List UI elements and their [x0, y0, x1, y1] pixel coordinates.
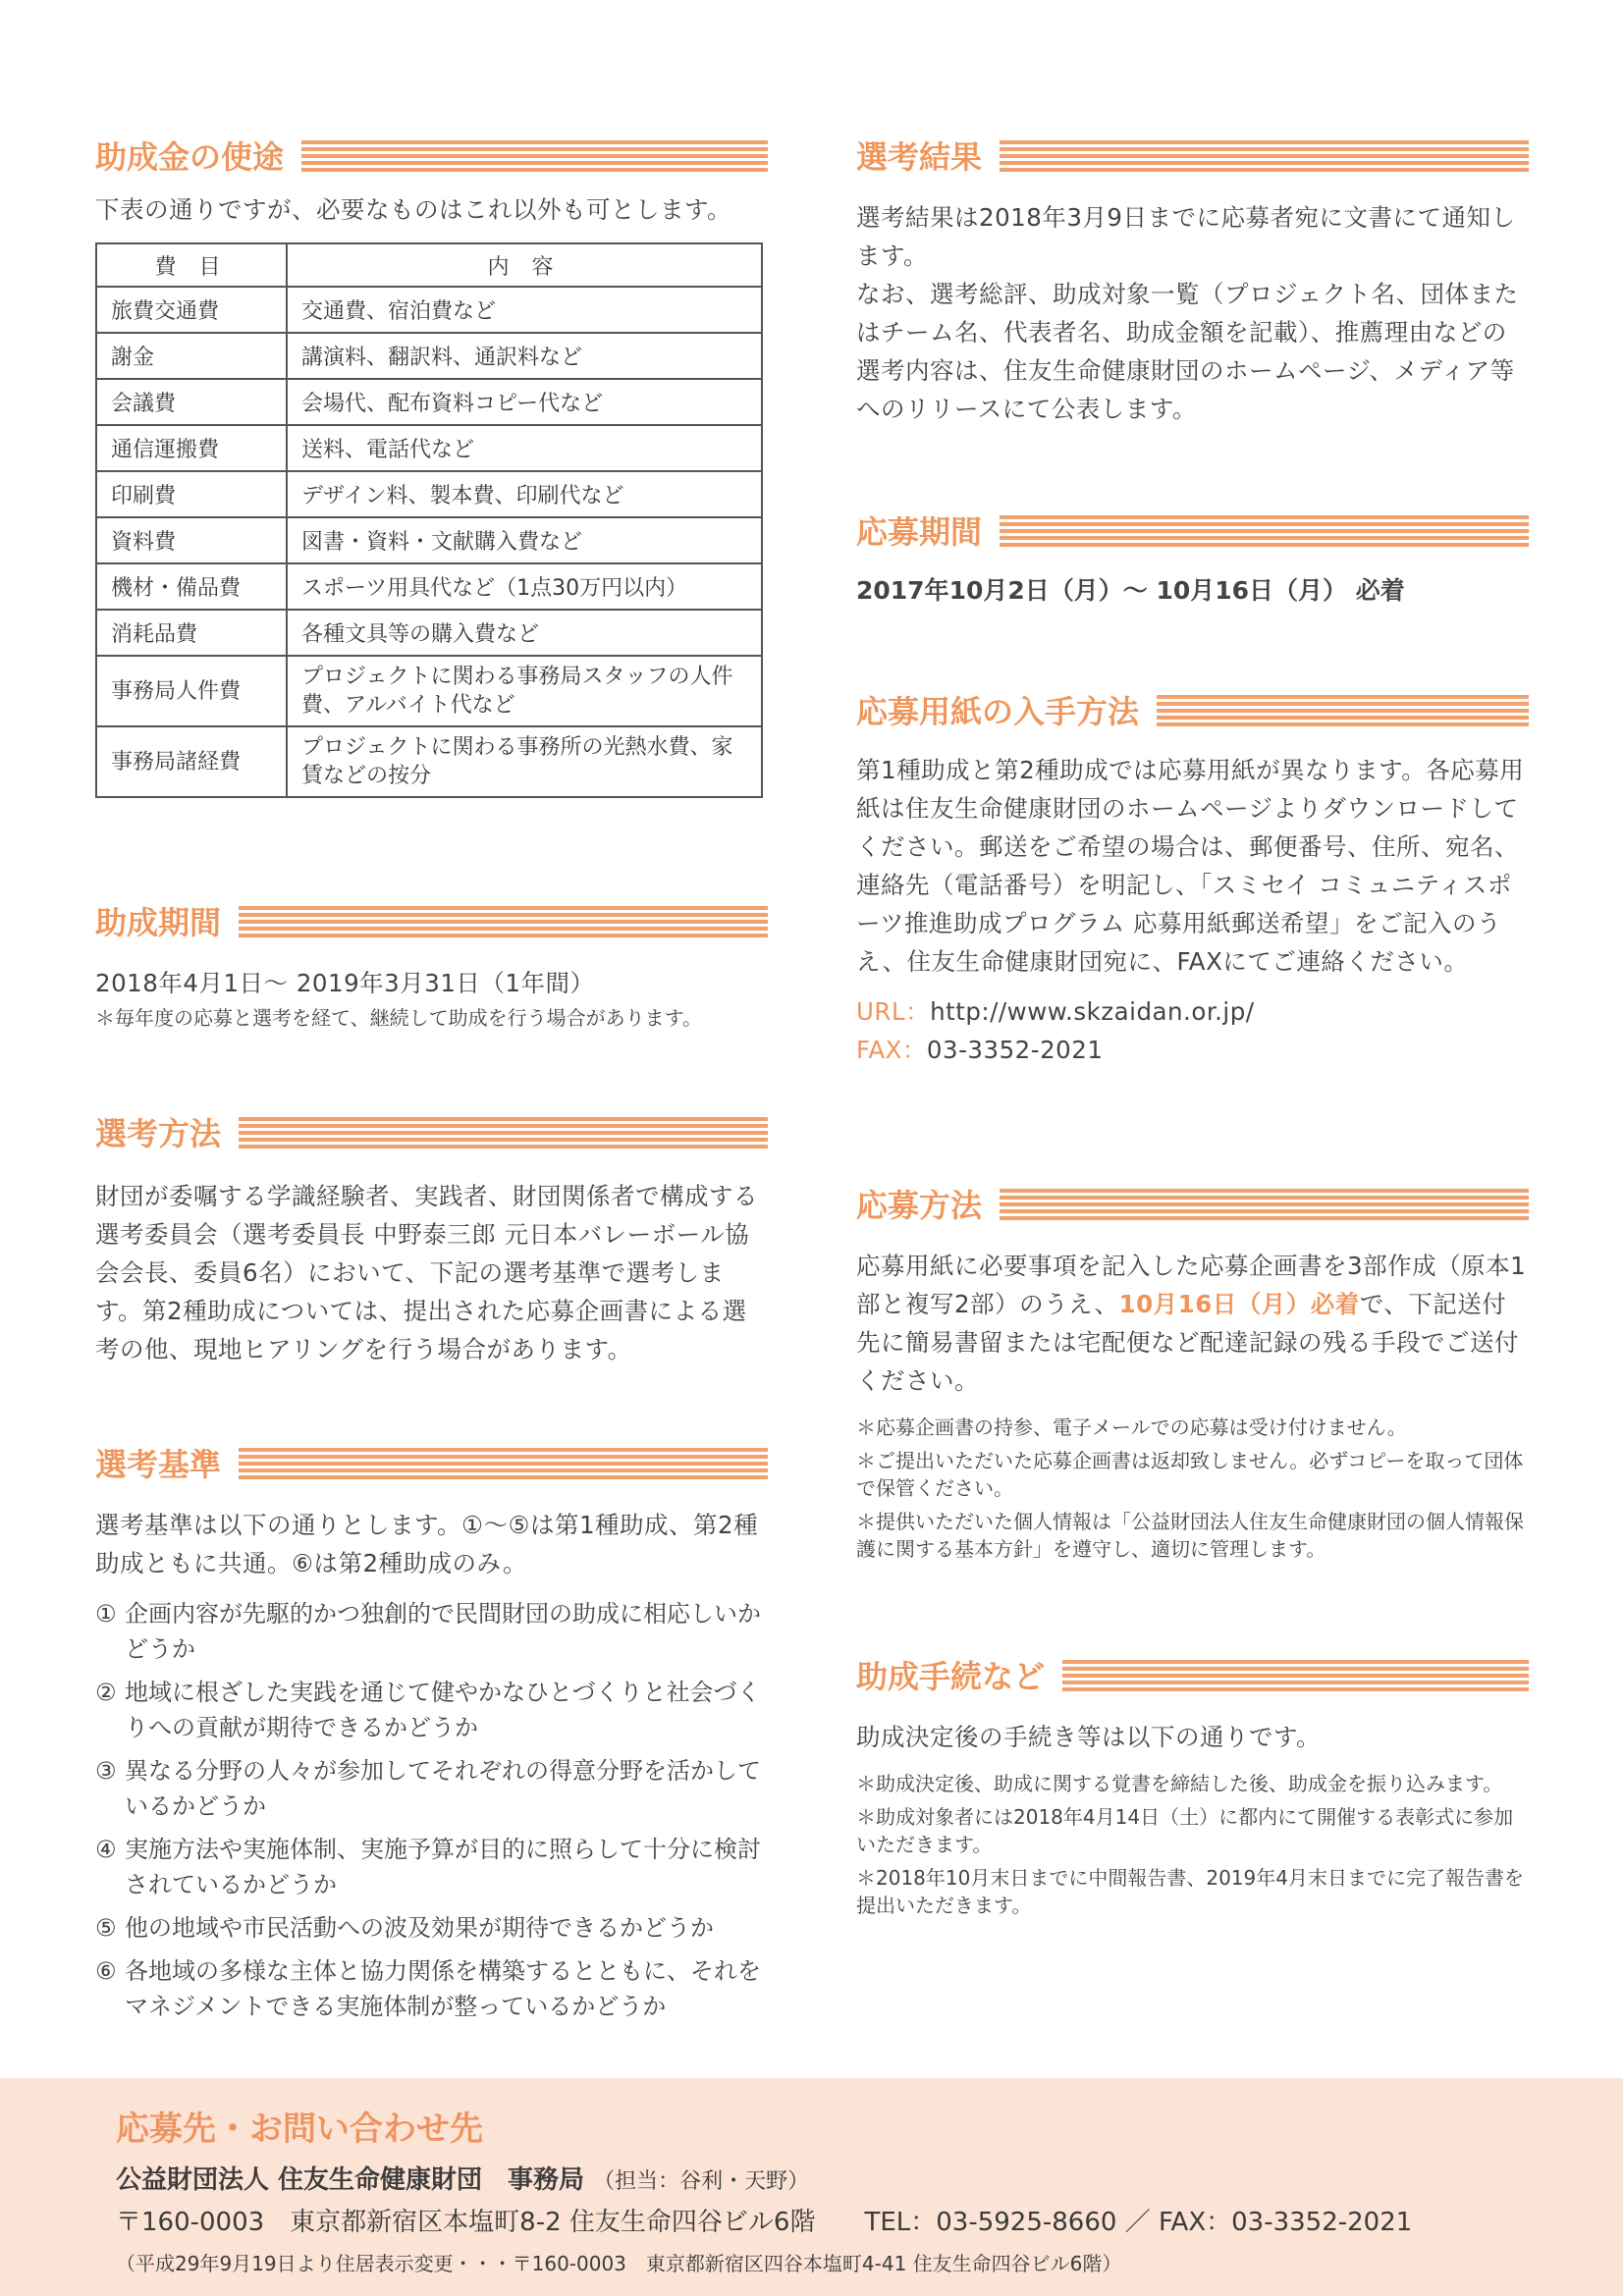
- table-row: [96, 726, 762, 797]
- expense-content: 交通費、宿泊費など: [287, 287, 762, 333]
- how-to-apply-heading: 応募方法: [856, 1186, 1529, 1225]
- note-item: ＊助成決定後、助成に関する覚書を締結した後、助成金を振り込みます。: [856, 1772, 1503, 1795]
- selection-criteria-intro: 選考基準は以下の通りとします。①〜⑤は第1種助成、第2種助成ともに共通。⑥は第2種助成のみ。: [95, 1511, 759, 1577]
- expense-content: 送料、電話代など: [287, 425, 762, 471]
- footer-address: 〒160-0003 東京都新宿区本塩町8-2 住友生命四谷ビル6階: [116, 2208, 816, 2237]
- expense-content: デザイン料、製本費、印刷代など: [287, 471, 762, 517]
- table-row: [96, 425, 762, 471]
- expense-item: 機材・備品費: [96, 563, 287, 610]
- heading-rule: [239, 906, 768, 939]
- footer-title: 応募先・お問い合わせ先: [116, 2109, 483, 2149]
- criteria-item: [95, 1953, 768, 2024]
- grant-period-text: 2018年4月1日〜 2019年3月31日（1年間）: [95, 969, 595, 997]
- expense-content: スポーツ用具代など（1点30万円以内）: [287, 563, 762, 610]
- selection-criteria-section: [95, 1445, 768, 2032]
- forms-fax-line: [856, 1031, 1529, 1069]
- uses-intro: 下表の通りですが、必要なものはこれ以外も可とします。: [95, 195, 732, 224]
- criteria-item: [95, 1596, 768, 1667]
- criteria-text: 企画内容が先駆的かつ独創的で民間財団の助成に相応しいかどうか: [125, 1600, 761, 1663]
- expense-content: 会場代、配布資料コピー代など: [287, 379, 762, 425]
- forms-heading: 応募用紙の入手方法: [856, 692, 1529, 731]
- heading-rule: [1062, 1660, 1529, 1693]
- note-item: ＊提供いただいた個人情報は「公益財団法人住友生命健康財団の個人情報保護に関する基本方針」を遵守し、適切に管理します。: [856, 1510, 1524, 1561]
- table-row: [96, 379, 762, 425]
- criteria-list: [95, 1596, 768, 2024]
- note-item: ＊応募企画書の持参、電子メールでの応募は受け付けません。: [856, 1415, 1407, 1439]
- criteria-item: [95, 1675, 768, 1745]
- expense-item: 印刷費: [96, 471, 287, 517]
- note-item: ＊助成対象者には2018年4月14日（土）に都内にて開催する表彰式に参加いただきます。: [856, 1805, 1514, 1856]
- note-item: ＊ご提出いただいた応募企画書は返却致しません。必ずコピーを取って団体で保管ください。: [856, 1449, 1524, 1500]
- criteria-number: ②: [95, 1679, 117, 1706]
- criteria-item: [95, 1832, 768, 1902]
- table-row: [96, 656, 762, 726]
- expense-item: 資料費: [96, 517, 287, 563]
- grant-period-heading: 助成期間: [95, 903, 768, 942]
- forms-text: 第1種助成と第2種助成では応募用紙が異なります。各応募用紙は住友生命健康財団のホームページよりダウンロードしてください。郵送をご希望の場合は、郵便番号、住所、宛名、連絡先（電話番号）を明記し、「スミセイ コミュニティスポーツ推進助成プログラム 応募用紙郵送希望」をご記入のうえ、住友生命健康財団宛に、FAXにてご連絡ください。: [856, 756, 1525, 976]
- expense-item: 会議費: [96, 379, 287, 425]
- heading-rule: [1000, 1189, 1529, 1222]
- fax-number: 03-3352-2021: [926, 1036, 1104, 1064]
- criteria-number: ④: [95, 1836, 117, 1863]
- footer-org: 公益財団法人 住友生命健康財団 事務局 （担当：谷利・天野）: [116, 2165, 810, 2195]
- criteria-number: ⑤: [95, 1914, 117, 1942]
- criteria-number: ⑥: [95, 1957, 117, 1985]
- selection-criteria-heading: 選考基準: [95, 1445, 768, 1484]
- expense-item: 事務局諸経費: [96, 726, 287, 797]
- contact-footer: [0, 2078, 1623, 2296]
- procedures-notes: [856, 1770, 1529, 1919]
- footer-address-line: [116, 2202, 1412, 2238]
- table-row: [96, 517, 762, 563]
- note-item: ＊2018年10月末日までに中間報告書、2019年4月末日までに完了報告書を提出いただきます。: [856, 1866, 1524, 1917]
- footer-contact-person: （担当：谷利・天野）: [593, 2169, 810, 2194]
- criteria-text: 異なる分野の人々が参加してそれぞれの得意分野を活かしているかどうか: [125, 1757, 761, 1820]
- table-header-content: 内 容: [287, 243, 762, 287]
- expense-item: 消耗品費: [96, 610, 287, 656]
- application-period-section: [856, 512, 1529, 607]
- expense-content: プロジェクトに関わる事務局スタッフの人件費、アルバイト代など: [287, 656, 762, 726]
- table-row: [96, 471, 762, 517]
- heading-rule: [239, 1117, 768, 1150]
- heading-rule: [301, 140, 768, 174]
- how-to-apply-notes: [856, 1414, 1529, 1563]
- criteria-text: 各地域の多様な主体と協力関係を構築するとともに、それをマネジメントできる実施体制が整っているかどうか: [125, 1957, 761, 2020]
- heading-rule: [1000, 515, 1529, 549]
- uses-heading: 助成金の使途: [95, 137, 768, 177]
- criteria-text: 実施方法や実施体制、実施予算が目的に照らして十分に検討されているかどうか: [125, 1836, 761, 1898]
- application-period-heading: 応募期間: [856, 512, 1529, 552]
- results-text-2: なお、選考総評、助成対象一覧（プロジェクト名、団体またはチーム名、代表者名、助成金額を記載）、推薦理由などの選考内容は、住友生命健康財団のホームページ、メディア等へのリリースにて公表します。: [856, 280, 1519, 423]
- selection-method-text: 財団が委嘱する学識経験者、実践者、財団関係者で構成する選考委員会（選考委員長 中野泰三郎 元日本バレーボール協会会長、委員6名）において、下記の選考基準で選考します。第2種助成については、提出された応募企画書による選考の他、現地ヒアリングを行う場合があります。: [95, 1182, 758, 1363]
- results-heading: 選考結果: [856, 137, 1529, 177]
- selection-method-heading: 選考方法: [95, 1114, 768, 1153]
- heading-rule: [1157, 695, 1529, 728]
- how-to-apply-section: [856, 1186, 1529, 1569]
- procedures-section: [856, 1657, 1529, 1925]
- expense-content: 講演料、翻訳料、通訳料など: [287, 333, 762, 379]
- criteria-number: ③: [95, 1757, 117, 1785]
- footer-tel-fax: TEL：03-5925-8660 ／ FAX：03-3352-2021: [864, 2208, 1413, 2237]
- fax-label: FAX：: [856, 1036, 927, 1064]
- forms-url-line: [856, 992, 1529, 1031]
- results-text: 選考結果は2018年3月9日までに応募者宛に文書にて通知します。: [856, 203, 1516, 270]
- table-row: [96, 333, 762, 379]
- expense-item: 事務局人件費: [96, 656, 287, 726]
- expense-item: 謝金: [96, 333, 287, 379]
- expense-content: プロジェクトに関わる事務所の光熱水費、家賃などの按分: [287, 726, 762, 797]
- uses-table: [95, 242, 763, 798]
- heading-rule: [239, 1448, 768, 1481]
- expense-content: 各種文具等の購入費など: [287, 610, 762, 656]
- criteria-text: 他の地域や市民活動への波及効果が期待できるかどうか: [125, 1914, 714, 1942]
- expense-content: 図書・資料・文献購入費など: [287, 517, 762, 563]
- heading-rule: [1000, 140, 1529, 174]
- uses-section: [95, 137, 768, 798]
- procedures-intro: 助成決定後の手続き等は以下の通りです。: [856, 1723, 1322, 1751]
- table-header-item: 費 目: [96, 243, 287, 287]
- table-row: [96, 610, 762, 656]
- forms-section: [856, 692, 1529, 1069]
- expense-item: 旅費交通費: [96, 287, 287, 333]
- url-link[interactable]: http://www.skzaidan.or.jp/: [930, 997, 1255, 1026]
- expense-item: 通信運搬費: [96, 425, 287, 471]
- table-row: [96, 287, 762, 333]
- criteria-number: ①: [95, 1600, 117, 1628]
- criteria-item: [95, 1910, 768, 1946]
- grant-period-section: [95, 903, 768, 1032]
- url-label: URL：: [856, 997, 931, 1026]
- uses-table-body: [96, 287, 762, 797]
- results-section: [856, 137, 1529, 428]
- table-row: [96, 563, 762, 610]
- how-to-apply-text: 応募用紙に必要事項を記入した応募企画書を3部作成（原本1部と複写2部）のうえ、10月16日（月）必着で、下記送付先に簡易書留または宅配便など配達記録の残る手段でご送付ください。: [856, 1252, 1527, 1395]
- footer-address-change: （平成29年9月19日より住居表示変更・・・〒160-0003 東京都新宿区四谷本塩町4-41 住友生命四谷ビル6階）: [116, 2252, 1122, 2275]
- deadline-highlight: 10月16日（月）必着: [1118, 1290, 1360, 1318]
- procedures-heading: 助成手続など: [856, 1657, 1529, 1696]
- criteria-item: [95, 1753, 768, 1824]
- criteria-text: 地域に根ざした実践を通じて健やかなひとづくりと社会づくりへの貢献が期待できるかどうか: [125, 1679, 761, 1741]
- application-period-text: 2017年10月2日（月）〜 10月16日（月） 必着: [856, 576, 1405, 605]
- selection-method-section: [95, 1114, 768, 1368]
- grant-period-note: ＊毎年度の応募と選考を経て、継続して助成を行う場合があります。: [95, 1006, 702, 1030]
